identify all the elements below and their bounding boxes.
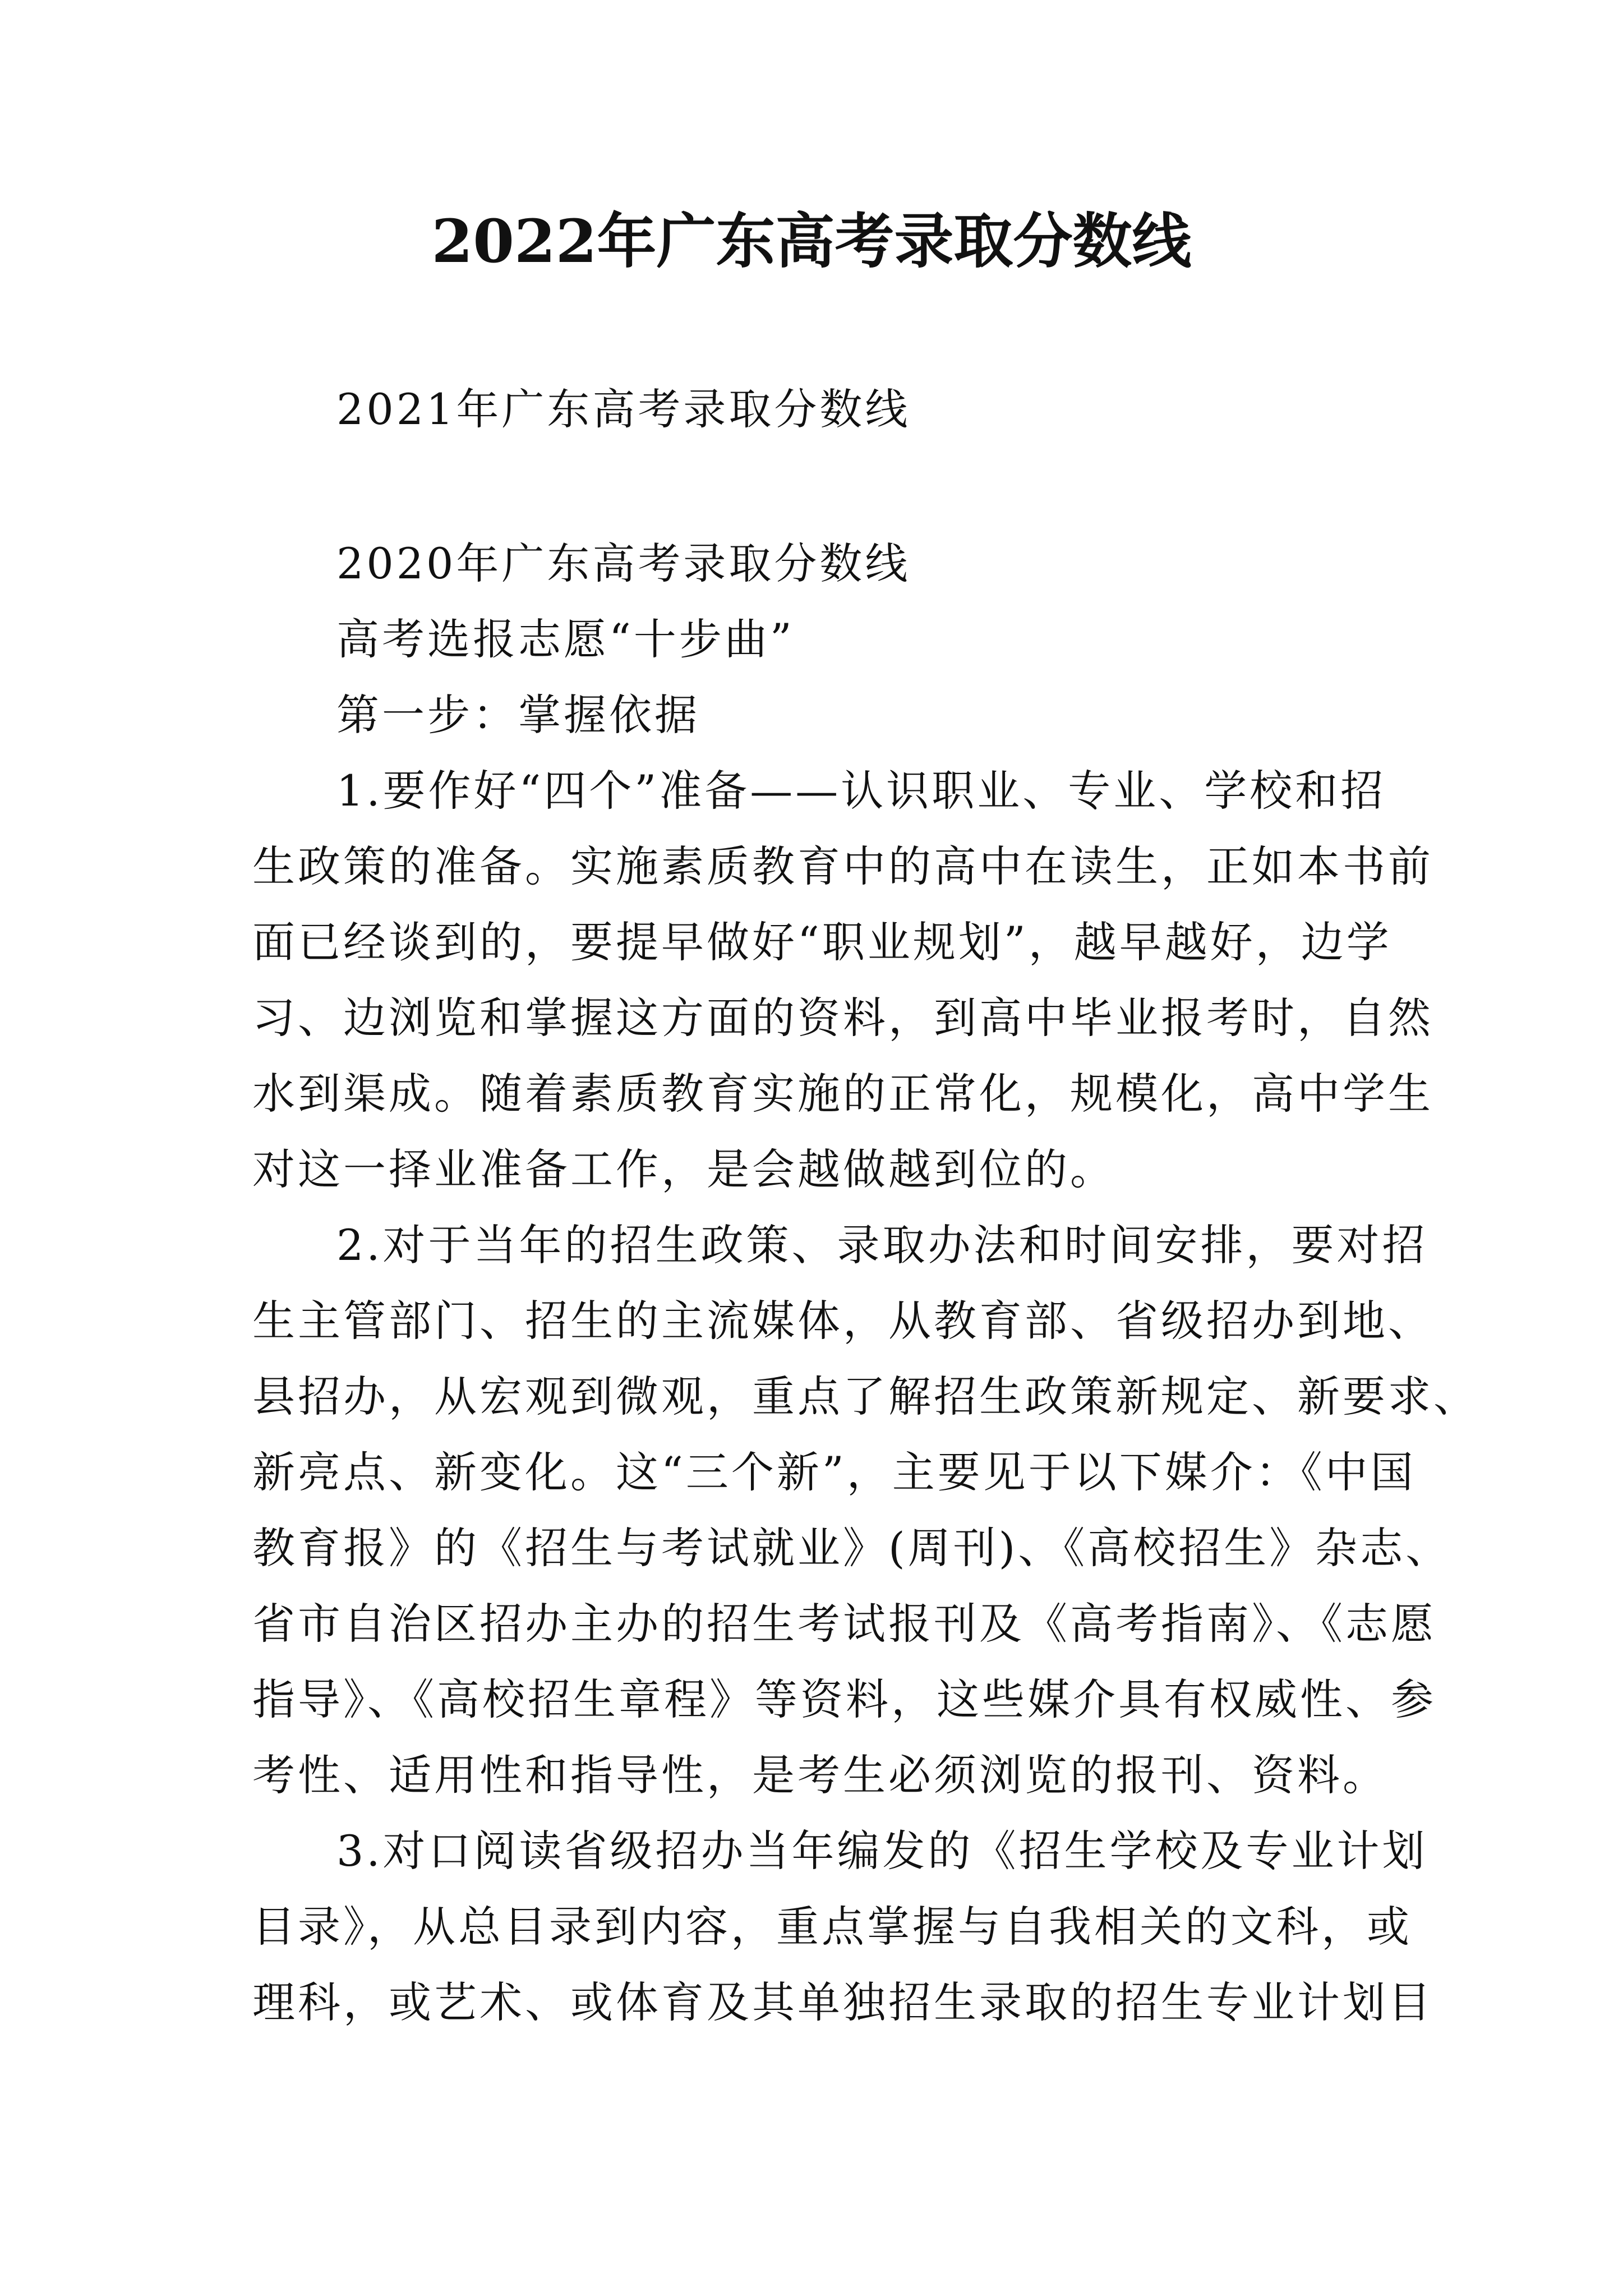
paragraph-line: 生政策的准备。实施素质教育中的高中在读生，正如本书前 bbox=[252, 841, 1433, 891]
paragraph-line: 对这一择业准备工作，是会越做越到位的。 bbox=[252, 1144, 1115, 1194]
paragraph-line: 3.对口阅读省级招办当年编发的《招生学校及专业计划 bbox=[336, 1826, 1428, 1876]
paragraph-line: 1.要作好“四个”准备——认识职业、专业、学校和招 bbox=[336, 766, 1386, 816]
paragraph-line: 水到渠成。随着素质教育实施的正常化，规模化，高中学生 bbox=[252, 1069, 1433, 1119]
section-title: 高考选报志愿“十步曲” bbox=[336, 614, 795, 664]
subheading-2021: 2021年广东高考录取分数线 bbox=[336, 384, 911, 434]
paragraph-line: 教育报》的《招生与考试就业》(周刊)、《高校招生》杂志、 bbox=[252, 1523, 1451, 1573]
document-title: 2022年广东高考录取分数线 bbox=[431, 206, 1192, 276]
paragraph-line: 2.对于当年的招生政策、录取办法和时间安排，要对招 bbox=[336, 1220, 1428, 1270]
paragraph-line: 面已经谈到的，要提早做好“职业规划”，越早越好，边学 bbox=[252, 917, 1392, 967]
subheading-2020: 2020年广东高考录取分数线 bbox=[336, 539, 911, 588]
paragraph-line: 考性、适用性和指导性，是考生必须浏览的报刊、资料。 bbox=[252, 1750, 1388, 1800]
paragraph-line: 生主管部门、招生的主流媒体，从教育部、省级招办到地、 bbox=[252, 1296, 1433, 1346]
paragraph-line: 省市自治区招办主办的招生考试报刊及《高考指南》、《志愿 bbox=[252, 1599, 1436, 1649]
paragraph-line: 理科，或艺术、或体育及其单独招生录取的招生专业计划目 bbox=[252, 1977, 1433, 2027]
paragraph-line: 指导》、《高校招生章程》等资料，这些媒介具有权威性、参 bbox=[252, 1674, 1436, 1724]
paragraph-line: 习、边浏览和掌握这方面的资料，到高中毕业报考时，自然 bbox=[252, 993, 1433, 1043]
step-title: 第一步：掌握依据 bbox=[336, 690, 700, 740]
paragraph-line: 县招办，从宏观到微观，重点了解招生政策新规定、新要求、 bbox=[252, 1372, 1479, 1421]
paragraph-line: 新亮点、新变化。这“三个新”，主要见于以下媒介：《中国 bbox=[252, 1447, 1416, 1497]
paragraph-line: 目录》，从总目录到内容，重点掌握与自我相关的文科，或 bbox=[252, 1902, 1412, 1952]
